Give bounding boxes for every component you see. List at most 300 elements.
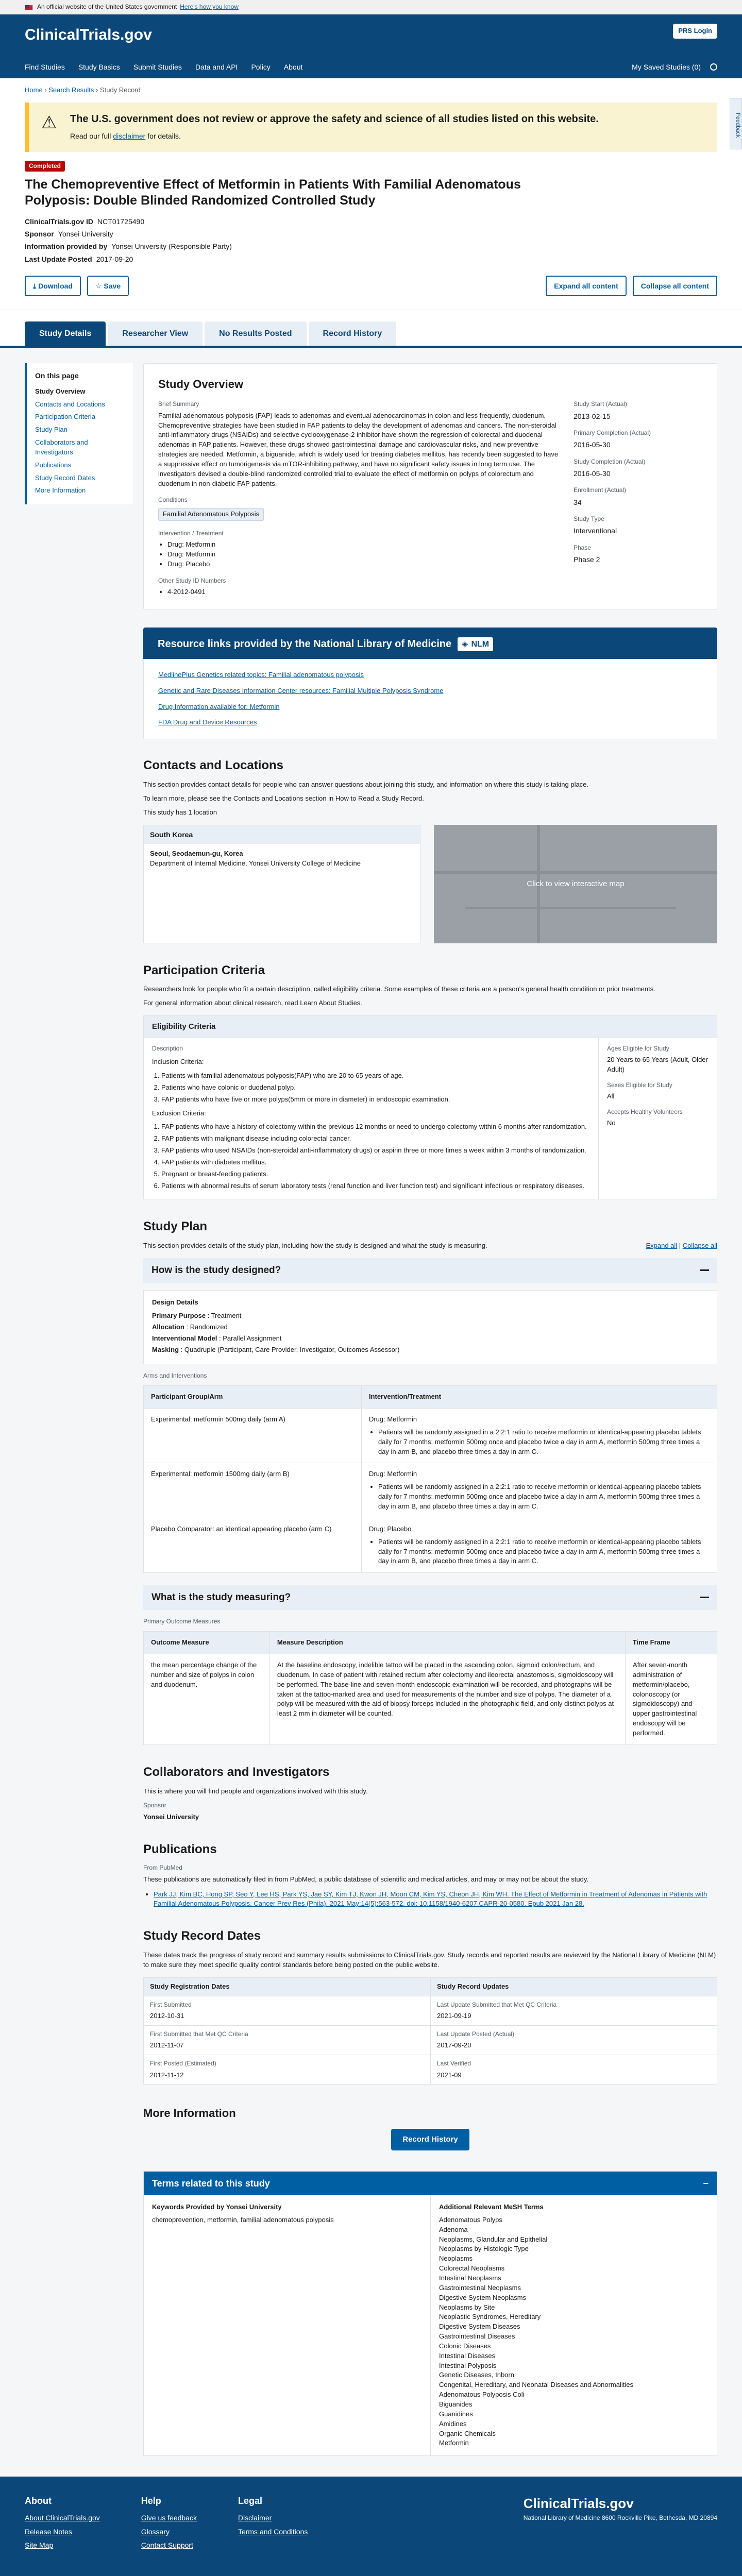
design-row: Interventional Model : Parallel Assignment bbox=[152, 1334, 282, 1343]
mesh-term: Colonic Diseases bbox=[439, 2342, 491, 2350]
sidebar-title: On this page bbox=[35, 371, 79, 380]
exclusion-label: Exclusion Criteria: bbox=[152, 1109, 206, 1117]
design-key: Allocation bbox=[152, 1323, 184, 1331]
sidebar-item-more-info[interactable]: More Information bbox=[35, 486, 86, 495]
table-row bbox=[144, 1409, 717, 1463]
location-count: This study has 1 location bbox=[143, 808, 217, 816]
fact-value: 34 bbox=[574, 498, 582, 506]
location-map[interactable] bbox=[434, 825, 717, 943]
date-key: Last Update Submitted that Met QC Criteria bbox=[437, 2001, 557, 2008]
fact-label: Study Start (Actual) bbox=[574, 400, 628, 408]
collab-sponsor-label: Sponsor bbox=[143, 1802, 166, 1809]
arm-drug: Drug: Metformin bbox=[368, 1415, 417, 1423]
nav-right bbox=[632, 62, 717, 72]
measuring-accordion[interactable] bbox=[143, 1585, 717, 1610]
gov-banner bbox=[0, 0, 742, 14]
on-this-page bbox=[25, 363, 133, 504]
disclaimer-alert bbox=[25, 103, 717, 152]
breadcrumb: Home › Search Results › Study Record bbox=[25, 86, 141, 94]
arm-group: Experimental: metformin 500mg daily (arm A) bbox=[144, 1409, 362, 1463]
footer-help-title: Help bbox=[141, 2496, 161, 2506]
fact-value: Interventional bbox=[574, 527, 617, 535]
map-hint: Click to view interactive map bbox=[527, 879, 625, 888]
sponsor-label: Sponsor bbox=[25, 230, 54, 239]
fact-primary-completion bbox=[574, 429, 702, 450]
participation-heading: Participation Criteria bbox=[143, 963, 265, 977]
how-you-know-link[interactable]: Here's how you know bbox=[180, 3, 239, 11]
location-list bbox=[143, 825, 420, 943]
footer-link[interactable]: Terms and Conditions bbox=[238, 2527, 308, 2536]
location-country: South Korea bbox=[144, 825, 420, 844]
contacts-heading: Contacts and Locations bbox=[143, 758, 284, 773]
ages-value: 20 Years to 65 Years (Adult, Older Adult) bbox=[607, 1056, 708, 1073]
nav-about[interactable]: About bbox=[283, 62, 303, 71]
date-value: 2021-09 bbox=[437, 2071, 462, 2079]
design-accordion[interactable] bbox=[143, 1258, 717, 1283]
fact-value: 2016-05-30 bbox=[574, 440, 611, 449]
mesh-term: Intestinal Polyposis bbox=[439, 2361, 497, 2369]
sponsor-line bbox=[25, 229, 717, 239]
study-plan-section bbox=[143, 1218, 717, 1744]
contacts-section bbox=[143, 757, 717, 943]
more-heading: More Information bbox=[143, 2107, 236, 2120]
date-key: Last Verified bbox=[437, 2060, 471, 2067]
nav-find-studies[interactable]: Find Studies bbox=[25, 62, 65, 71]
design-row: Primary Purpose : Treatment bbox=[152, 1312, 242, 1320]
table-row bbox=[144, 1654, 717, 1744]
keywords-column bbox=[144, 2195, 430, 2455]
save-button[interactable]: ☆ Save bbox=[87, 276, 129, 296]
overview-facts bbox=[574, 400, 702, 597]
download-button[interactable]: ⤓ Download bbox=[25, 276, 81, 296]
design-value: Quadruple (Participant, Care Provider, Investigator, Outcomes Assessor) bbox=[184, 1346, 400, 1353]
more-info-section bbox=[143, 2105, 717, 2150]
healthy-label: Accepts Healthy Volunteers bbox=[607, 1108, 683, 1116]
plan-expand-collapse: Expand all | Collapse all bbox=[646, 1242, 717, 1250]
plan-intro-row bbox=[143, 1241, 717, 1251]
arm-drug: Drug: Placebo bbox=[368, 1524, 412, 1533]
arm-detail: • Patients will be randomly assigned in a 2:2:1 ratio to receive metformin or identical-appearing placebo tablets daily for 7 months: metformin 500mg once and placebo twice a day in arm A, metformin 500mg three times a day in arm B, and placebo three times a day in arm C. bbox=[378, 1482, 710, 1512]
date-row bbox=[431, 2025, 717, 2055]
date-key: First Submitted bbox=[150, 2001, 192, 2008]
sidebar-item-publications[interactable]: Publications bbox=[35, 461, 72, 469]
site-logo[interactable]: ClinicalTrials.gov bbox=[25, 26, 152, 43]
intervention-item: • Drug: Metformin bbox=[167, 540, 559, 550]
mesh-column bbox=[430, 2195, 717, 2455]
site-header bbox=[0, 14, 742, 78]
alert-body bbox=[70, 131, 705, 141]
mesh-term: Adenoma bbox=[439, 2225, 468, 2233]
fact-label: Study Type bbox=[574, 515, 604, 523]
terms-accordion[interactable] bbox=[144, 2172, 717, 2195]
sponsor-value: Yonsei University bbox=[58, 230, 113, 239]
footer-link[interactable]: Glossary bbox=[141, 2527, 170, 2536]
tab-record-history[interactable]: Record History bbox=[309, 321, 397, 346]
info-line bbox=[25, 241, 717, 251]
design-title: Design Details bbox=[152, 1298, 198, 1306]
publications-section bbox=[143, 1841, 717, 1909]
design-key: Interventional Model bbox=[152, 1334, 217, 1343]
site-city: Seoul, Seodaemun-gu, Korea bbox=[150, 849, 243, 857]
mesh-term: Neoplastic Syndromes, Hereditary bbox=[439, 2313, 541, 2321]
nlm-links bbox=[143, 659, 717, 739]
dates-heading: Study Record Dates bbox=[143, 1929, 261, 1943]
nlm-link[interactable]: Drug Information available for: Metformin bbox=[158, 702, 280, 710]
participation-section bbox=[143, 962, 717, 1200]
design-value: Treatment bbox=[211, 1312, 242, 1320]
dates-grid bbox=[143, 1977, 717, 2085]
mesh-term: Organic Chemicals bbox=[439, 2429, 496, 2437]
criterion: 1. FAP patients who have a history of colectomy within the previous 12 months or need to undergo colectomy within 6 months after randomization. bbox=[161, 1122, 590, 1132]
prs-login-button[interactable]: PRS Login bbox=[673, 24, 717, 39]
mesh-term: Colorectal Neoplasms bbox=[439, 2264, 505, 2273]
location-site bbox=[144, 844, 420, 874]
collab-sponsor: Yonsei University bbox=[143, 1812, 199, 1821]
alert-body-pre: Read our full bbox=[70, 131, 111, 140]
contacts-intro: This section provides contact details for people who can answer questions about joining this study, and information on where this study is taking place. bbox=[143, 781, 589, 788]
download-label: Download bbox=[38, 281, 73, 290]
fact-value: Phase 2 bbox=[574, 555, 600, 564]
date-key: First Submitted that Met QC Criteria bbox=[150, 2030, 248, 2038]
nct-line bbox=[25, 216, 717, 227]
fact-label: Primary Completion (Actual) bbox=[574, 429, 651, 436]
outcome-col-desc: Measure Description bbox=[269, 1632, 625, 1654]
footer-about bbox=[25, 2494, 100, 2559]
other-ids-label: Other Study ID Numbers bbox=[158, 577, 226, 584]
design-row: Masking : Quadruple (Participant, Care Provider, Investigator, Outcomes Assessor) bbox=[152, 1346, 400, 1353]
outcome-col-measure: Outcome Measure bbox=[144, 1632, 270, 1654]
arm-drug: Drug: Metformin bbox=[368, 1470, 417, 1478]
collab-intro: This is where you will find people and organizations involved with this study. bbox=[143, 1787, 368, 1795]
sidebar-item-contacts[interactable]: Contacts and Locations bbox=[35, 400, 105, 408]
arm-intervention bbox=[361, 1518, 717, 1572]
study-title: The Chemopreventive Effect of Metformin in Patients With Familial Adenomatous Polyposis: Double Blinded Randomized Controlled Study bbox=[25, 177, 521, 208]
footer-help bbox=[141, 2494, 197, 2559]
study-tabs bbox=[0, 321, 742, 348]
design-key: Masking bbox=[152, 1346, 179, 1353]
content-area bbox=[0, 348, 742, 2477]
record-history-button[interactable]: Record History bbox=[391, 2129, 469, 2150]
spacer bbox=[135, 276, 539, 296]
ages-label: Ages Eligible for Study bbox=[607, 1044, 669, 1052]
fact-phase bbox=[574, 544, 702, 565]
plan-expand-all[interactable]: Expand all bbox=[646, 1242, 678, 1250]
outcome-measure: the mean percentage change of the number and size of polyps in colon and duodenum. bbox=[144, 1654, 270, 1744]
footer-link[interactable]: Site Map bbox=[25, 2540, 54, 2549]
nlm-badge-text: NLM bbox=[471, 639, 490, 649]
arms-table bbox=[143, 1385, 717, 1573]
nav-policy[interactable]: Policy bbox=[251, 62, 271, 71]
main-content bbox=[143, 363, 717, 2456]
criterion: 3. FAP patients who used NSAIDs (non-steroidal anti-inflammatory drugs) or aspirin three or more times a week within 3 months of randomization. bbox=[161, 1146, 590, 1156]
footer-link[interactable]: Contact Support bbox=[141, 2540, 193, 2549]
dates-left-head: Study Registration Dates bbox=[144, 1978, 430, 1996]
update-line bbox=[25, 254, 717, 264]
collapse-all-button[interactable]: Collapse all content bbox=[633, 276, 717, 296]
healthy-value: No bbox=[607, 1119, 616, 1127]
participation-general: For general information about clinical research, read Learn About Studies. bbox=[143, 999, 362, 1007]
arm-detail: • Patients will be randomly assigned in a 2:2:1 ratio to receive metformin or identical-appearing placebo tablets daily for 7 months: metformin 500mg once and placebo twice a day in arm A, metformin 500mg three times a day in arm B, and placebo three times a day in arm C. bbox=[378, 1537, 710, 1567]
mesh-term: Neoplasms by Site bbox=[439, 2303, 495, 2311]
arm-group: Experimental: metformin 1500mg daily (arm B) bbox=[144, 1463, 362, 1518]
fact-label: Phase bbox=[574, 544, 592, 551]
criterion: 3. FAP patients who have five or more polyps(5mm or more in diameter) in endoscopic examination. bbox=[161, 1095, 590, 1105]
status-badge: Completed bbox=[25, 161, 65, 172]
condition-pill[interactable]: Familial Adenomatous Polyposis bbox=[158, 508, 264, 521]
feedback-tab[interactable]: Feedback bbox=[730, 98, 742, 149]
footer-brand-name[interactable]: ClinicalTrials.gov bbox=[523, 2496, 634, 2512]
design-accordion-title: How is the study designed? bbox=[151, 1265, 281, 1276]
intervention-item: • Drug: Placebo bbox=[167, 560, 559, 569]
alert-body-post: for details. bbox=[147, 131, 181, 140]
terms-columns bbox=[144, 2195, 717, 2455]
fact-value: 2013-02-15 bbox=[574, 412, 611, 420]
alert-title: The U.S. government does not review or approve the safety and science of all studies listed on this website. bbox=[70, 113, 599, 125]
nav-submit-studies[interactable]: Submit Studies bbox=[133, 62, 182, 71]
footer-brand bbox=[524, 2494, 717, 2559]
warning-icon: ⚠ bbox=[41, 112, 57, 132]
exclusion-list bbox=[152, 1122, 590, 1191]
nlm-logo bbox=[458, 637, 493, 651]
mesh-term: Gastrointestinal Neoplasms bbox=[439, 2283, 521, 2292]
dates-registration bbox=[144, 1978, 430, 2084]
date-row bbox=[144, 2025, 430, 2055]
update-label: Last Update Posted bbox=[25, 255, 92, 263]
nct-id: NCT01725490 bbox=[97, 217, 145, 226]
update-value: 2017-09-20 bbox=[96, 255, 133, 263]
outcome-time: After seven-month administration of metformin/placebo, colonoscopy (or sigmoidoscopy) and upper gastrointestinal endoscopy will be performed. bbox=[625, 1654, 717, 1744]
info-label: Information provided by bbox=[25, 242, 108, 251]
mesh-term: Adenomatous Polyps bbox=[439, 2215, 502, 2224]
nlm-title: Resource links provided by the National Library of Medicine bbox=[158, 638, 452, 650]
study-overview bbox=[143, 363, 717, 609]
info-value: Yonsei University (Responsible Party) bbox=[111, 242, 232, 251]
eligibility-title: Eligibility Criteria bbox=[143, 1015, 717, 1038]
inclusion-list bbox=[152, 1071, 590, 1105]
gov-banner-text: An official website of the United States government bbox=[37, 3, 177, 11]
table-row bbox=[144, 1463, 717, 1518]
mesh-term: Guanidines bbox=[439, 2410, 473, 2418]
nlm-resources bbox=[143, 628, 717, 739]
footer bbox=[0, 2477, 742, 2576]
arm-intervention bbox=[361, 1463, 717, 1518]
footer-link[interactable]: Give us feedback bbox=[141, 2514, 197, 2522]
footer-link[interactable]: Release Notes bbox=[25, 2527, 72, 2536]
minus-icon: − bbox=[703, 2178, 709, 2189]
plan-heading: Study Plan bbox=[143, 1219, 208, 1234]
search-icon[interactable] bbox=[710, 63, 717, 71]
mesh-term: Intestinal Neoplasms bbox=[439, 2274, 501, 2282]
fact-study-type bbox=[574, 515, 702, 536]
date-value: 2012-10-31 bbox=[150, 2012, 184, 2020]
save-label: Save bbox=[104, 281, 121, 290]
design-key: Primary Purpose bbox=[152, 1312, 206, 1320]
tab-study-details[interactable]: Study Details bbox=[25, 321, 106, 346]
dates-updates bbox=[430, 1978, 717, 2084]
eligibility-facts bbox=[599, 1038, 717, 1199]
disclaimer-link[interactable]: disclaimer bbox=[113, 131, 146, 140]
other-ids-list bbox=[158, 587, 559, 597]
design-value: Parallel Assignment bbox=[223, 1334, 282, 1343]
date-row bbox=[431, 2055, 717, 2084]
other-id: • 4-2012-0491 bbox=[167, 587, 559, 597]
sidebar-item-overview[interactable]: Study Overview bbox=[35, 387, 86, 395]
intervention-label: Intervention / Treatment bbox=[158, 529, 224, 537]
plan-intro: This section provides details of the study plan, including how the study is designed and what the study is measuring. bbox=[143, 1242, 487, 1250]
mesh-list bbox=[439, 2215, 709, 2448]
nlm-link[interactable]: FDA Drug and Device Resources bbox=[158, 718, 257, 726]
collaborators-section bbox=[143, 1764, 717, 1822]
date-value: 2021-09-19 bbox=[437, 2012, 471, 2020]
date-key: First Posted (Estimated) bbox=[150, 2060, 216, 2067]
date-value: 2012-11-07 bbox=[150, 2041, 184, 2049]
eligibility-table bbox=[143, 1038, 717, 1200]
nlm-link[interactable]: Genetic and Rare Diseases Information Center resources: Familial Multiple Polyposis Syndrome bbox=[158, 686, 444, 694]
mesh-term: Adenomatous Polyposis Coli bbox=[439, 2391, 525, 2399]
pubs-heading: Publications bbox=[143, 1842, 217, 1856]
nct-label: ClinicalTrials.gov ID bbox=[25, 217, 94, 226]
criterion: 4. FAP patients with diabetes mellitus. bbox=[161, 1158, 590, 1167]
tab-researcher-view[interactable]: Researcher View bbox=[108, 321, 203, 346]
sexes-label: Sexes Eligible for Study bbox=[607, 1081, 672, 1089]
nav-study-basics[interactable]: Study Basics bbox=[78, 62, 120, 71]
publication-citation[interactable]: Park JJ, Kim BC, Hong SP, Seo Y, Lee HS, Park YS, Jae SY, Kim TJ, Kwon JH, Moon CM, Kim YS, Cheon JH, Kim WH. The Effect of Metformin in Treatment of Adenomas in Patients with Familial Adenomatous Polyposis. Cancer Prev Res (Phila). 2021 May;14(5):563-572. doi: 10.1158/1940-6207.CAPR-20-0580. Epub 2021 Jan 28. bbox=[154, 1890, 707, 1908]
eligibility-criteria bbox=[144, 1038, 599, 1199]
criterion: 5. Pregnant or breast-feeding patients. bbox=[161, 1170, 590, 1179]
footer-address: National Library of Medicine 8600 Rockville Pike, Bethesda, MD 20894 bbox=[523, 2514, 717, 2521]
sidebar-item-participation[interactable]: Participation Criteria bbox=[35, 413, 96, 421]
locations bbox=[143, 825, 717, 943]
terms-heading: Terms related to this study bbox=[152, 2178, 270, 2189]
us-flag-icon bbox=[25, 5, 33, 10]
footer-legal bbox=[238, 2494, 308, 2559]
criterion: 2. FAP patients with malignant disease including colorectal cancer. bbox=[161, 1134, 590, 1144]
inclusion-label: Inclusion Criteria: bbox=[152, 1058, 204, 1066]
outcome-col-time: Time Frame bbox=[625, 1632, 717, 1654]
breadcrumb-home[interactable]: Home bbox=[25, 86, 43, 94]
footer-link[interactable]: About ClinicalTrials.gov bbox=[25, 2514, 100, 2522]
conditions-label: Conditions bbox=[158, 496, 188, 504]
mesh-term: Neoplasms, Glandular and Epithelial bbox=[439, 2235, 548, 2243]
design-value: Randomized bbox=[190, 1323, 228, 1331]
outcome-desc: At the baseline endoscopy, indelible tattoo will be placed in the ascending colon, sigmoid colon/rectum, and duodenum. In case of patient with retained rectum after colectomy and ileorectal anastomosis, sigmoidoscopy will be performed. The base-line and seven-month endoscopic examination will be recorded, and photographs will be taken at the tattoo-marked area and used for measurements of the number and size of polyps. The diameter of a polyp will be measured with the aid of biopsy forceps included in the photographic field, and only distinct polyps at least 2 mm in diameter will be counted. bbox=[269, 1654, 625, 1744]
date-value: 2017-09-20 bbox=[437, 2041, 471, 2049]
mesh-term: Biguanides bbox=[439, 2400, 473, 2408]
keywords-value: chemoprevention, metformin, familial adenomatous polyposis bbox=[152, 2215, 334, 2224]
mesh-term: Congenital, Hereditary, and Neonatal Diseases and Abnormalities bbox=[439, 2381, 633, 2389]
date-key: Last Update Posted (Actual) bbox=[437, 2030, 515, 2038]
intervention-list bbox=[158, 540, 559, 569]
plan-collapse-all[interactable]: Collapse all bbox=[682, 1242, 717, 1250]
record-dates-section bbox=[143, 1927, 717, 2084]
design-details bbox=[143, 1290, 717, 1364]
minus-icon bbox=[700, 1269, 709, 1271]
mesh-term: Digestive System Neoplasms bbox=[439, 2293, 527, 2301]
fact-start bbox=[574, 400, 702, 421]
arms-col-intervention: Intervention/Treatment bbox=[361, 1386, 717, 1409]
dates-right-head: Study Record Updates bbox=[431, 1978, 717, 1996]
pubs-from-label: From PubMed bbox=[143, 1864, 183, 1872]
nlm-heading bbox=[158, 637, 703, 652]
sexes-value: All bbox=[607, 1092, 615, 1100]
fact-value: 2016-05-30 bbox=[574, 469, 611, 478]
conditions-list bbox=[158, 507, 559, 522]
keywords-label: Keywords Provided by Yonsei University bbox=[152, 2203, 282, 2211]
criterion: 1. Patients with familial adenomatous polyposis(FAP) who are 20 to 65 years of age. bbox=[161, 1071, 590, 1081]
expand-all-button[interactable]: Expand all content bbox=[546, 276, 626, 296]
footer-legal-title: Legal bbox=[238, 2496, 262, 2506]
arms-col-group: Participant Group/Arm bbox=[144, 1386, 362, 1409]
fact-enrollment bbox=[574, 486, 702, 507]
fact-label: Enrollment (Actual) bbox=[574, 486, 627, 494]
dates-intro: These dates track the progress of study record and summary results submissions to ClinicalTrials.gov. Study records and reported results are reviewed by the National Library of Medicine (NLM) to make sure they meet specific quality control standards before being posted on the public website. bbox=[143, 1951, 716, 1969]
criterion: 6. Patients with abnormal results of serum laboratory tests (renal function and liver function test) and significant infectious or respiratory diseases. bbox=[161, 1181, 590, 1191]
date-value: 2012-11-12 bbox=[150, 2071, 184, 2079]
date-row bbox=[431, 1996, 717, 2025]
mesh-term: Genetic Diseases, Inborn bbox=[439, 2371, 514, 2379]
overview-left bbox=[158, 400, 559, 597]
main-nav bbox=[25, 62, 717, 72]
mesh-term: Metformin bbox=[439, 2439, 469, 2447]
contacts-learn: To learn more, please see the Contacts and Locations section in How to Read a Study Record. bbox=[143, 794, 424, 802]
pubs-intro: These publications are automatically filed in from PubMed, a public database of scientific and medical articles, and may or may not be about the study. bbox=[143, 1875, 588, 1883]
study-header bbox=[0, 160, 742, 264]
brief-label: Brief Summary bbox=[158, 400, 199, 408]
footer-about-title: About bbox=[25, 2496, 52, 2506]
saved-studies-link[interactable]: My Saved Studies (0) bbox=[632, 62, 701, 71]
mesh-term: Neoplasms bbox=[439, 2255, 473, 2263]
mesh-term: Intestinal Diseases bbox=[439, 2351, 496, 2360]
fact-label: Study Completion (Actual) bbox=[574, 457, 646, 465]
footer-link[interactable]: Disclaimer bbox=[238, 2514, 272, 2522]
sidebar-item-plan[interactable]: Study Plan bbox=[35, 426, 68, 434]
intervention-item: • Drug: Metformin bbox=[167, 550, 559, 560]
minus-icon bbox=[700, 1597, 709, 1598]
brief-summary: Familial adenomatous polyposis (FAP) leads to adenomas and eventual adenocarcinomas in colon and less frequently, duodenum. Chemopreventive strategies have been studied in FAP patients to delay the development of adenomas and cancers. The non-steroidal anti-inflammatory drugs (NSAIDs) and selective cyclooxygenase-2 inhibitor have shown the regression of colorectal and duodenal adenomas in FAP patients. However, these drugs showed gastrointestinal damage and cardiovascular risks, and new preventive strategies are needed. Metformin, a biguanide, which is widely used for treating diabetes mellitus, has recently been suggested to have a suppressive effect on tumorigenesis via mTOR-inhibiting pathway, and have no significant safety issues in long term use. The investigators devised a double-blind randomized controlled trial to evaluate the effect of metformin on polyps of colorectum and duodenum in non-diabetic FAP patients. bbox=[158, 411, 559, 487]
sidebar-item-dates[interactable]: Study Record Dates bbox=[35, 473, 95, 482]
tab-no-results[interactable]: No Results Posted bbox=[205, 321, 306, 346]
mesh-term: Gastrointestinal Diseases bbox=[439, 2332, 515, 2341]
sidebar-item-collaborators[interactable]: Collaborators and Investigators bbox=[35, 438, 88, 456]
date-row bbox=[144, 2055, 430, 2084]
sidebar bbox=[25, 363, 143, 2456]
arms-label: Arms and Interventions bbox=[143, 1371, 207, 1379]
breadcrumb-current: Study Record bbox=[99, 86, 141, 94]
nav-data-api[interactable]: Data and API bbox=[195, 62, 238, 71]
criterion: 2. Patients who have colonic or duodenal polyp. bbox=[161, 1083, 590, 1093]
overview-body bbox=[158, 400, 702, 597]
terms-section bbox=[143, 2171, 717, 2456]
pubs-list bbox=[143, 1890, 717, 1909]
participation-intro: Researchers look for people who fit a certain description, called eligibility criteria. Some examples of these criteria are a person's general health condition or prior treatments. bbox=[143, 985, 655, 993]
nlm-link[interactable]: MedlinePlus Genetics related topics: Familial adenomatous polyposis bbox=[158, 670, 364, 679]
description-label: Description bbox=[152, 1044, 183, 1052]
arm-group: Placebo Comparator: an identical appearing placebo (arm C) bbox=[144, 1518, 362, 1572]
fact-study-completion bbox=[574, 457, 702, 479]
collab-heading: Collaborators and Investigators bbox=[143, 1765, 330, 1779]
table-row bbox=[144, 1518, 717, 1572]
measuring-accordion-title: What is the study measuring? bbox=[151, 1592, 291, 1603]
mesh-term: Amidines bbox=[439, 2419, 467, 2428]
nlm-icon: ◈ bbox=[462, 639, 468, 649]
mesh-label: Additional Relevant MeSH Terms bbox=[439, 2203, 544, 2211]
breadcrumb-search-results[interactable]: Search Results bbox=[48, 86, 94, 94]
design-row: Allocation : Randomized bbox=[152, 1323, 228, 1331]
mesh-term: Neoplasms by Histologic Type bbox=[439, 2245, 529, 2253]
action-bar bbox=[0, 266, 742, 310]
arm-detail: • Patients will be randomly assigned in a 2:2:1 ratio to receive metformin or identical-appearing placebo tablets daily for 7 months: metformin 500mg once and placebo twice a day in arm A, metformin 500mg three times a day in arm B, and placebo three times a day in arm C. bbox=[378, 1428, 710, 1457]
mesh-term: Digestive System Diseases bbox=[439, 2323, 520, 2331]
